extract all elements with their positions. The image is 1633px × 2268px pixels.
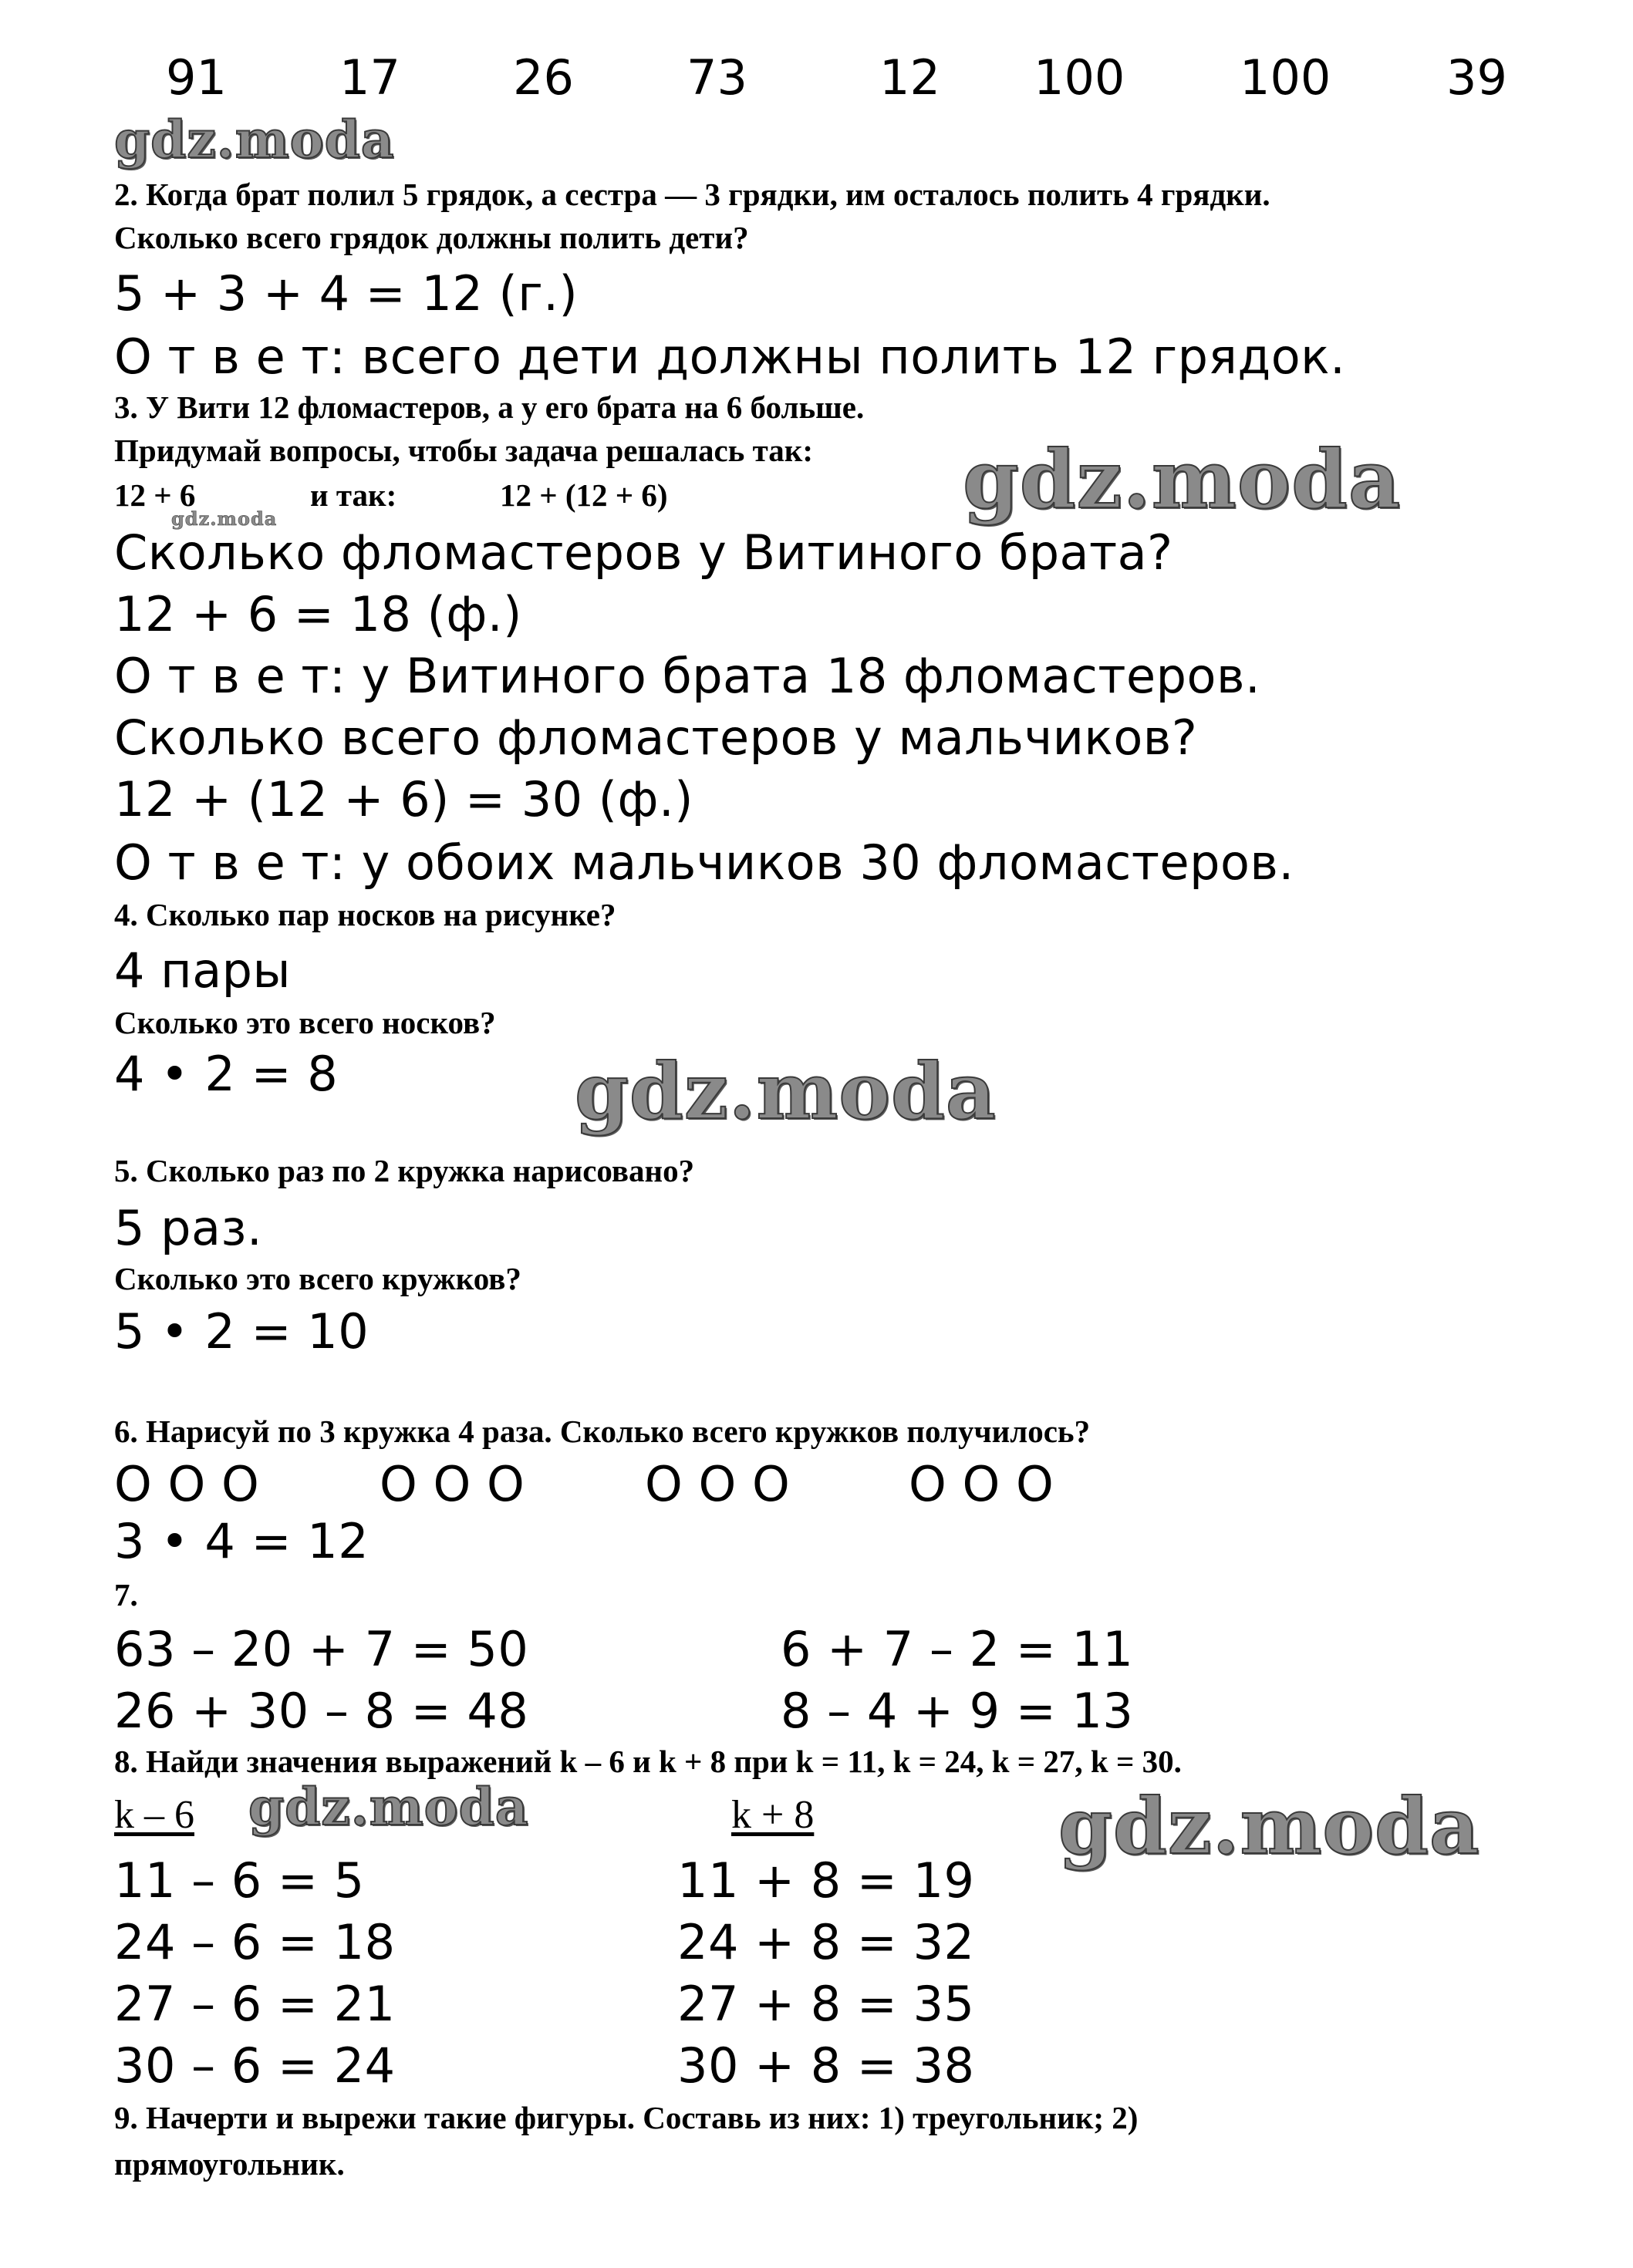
top-number: 91 — [166, 49, 227, 106]
task4-question: 4. Сколько пар носков на рисунке? — [114, 897, 616, 932]
task3-question-answer: Сколько фломастеров у Витиного брата? — [114, 524, 1173, 581]
task3-solution: 12 + (12 + 6) = 30 (ф.) — [114, 771, 693, 827]
task3-and: и так: — [310, 477, 397, 513]
watermark-logo: gdz.moda — [963, 432, 1402, 527]
watermark-logo: gdz.moda — [114, 110, 395, 170]
task3-question: Придумай вопросы, чтобы задача решалась так: — [114, 433, 813, 468]
task2-answer: О т в е т: всего дети должны полить 12 грядок. — [114, 329, 1346, 385]
task2-question: Сколько всего грядок должны полить дети? — [114, 220, 749, 255]
watermark-logo: gdz.moda — [248, 1777, 529, 1837]
task8-expression: 27 – 6 = 21 — [114, 1976, 396, 2032]
task9-question: прямоугольник. — [114, 2146, 345, 2182]
watermark-logo: gdz.moda — [575, 1046, 997, 1137]
task8-expression: 24 + 8 = 32 — [677, 1914, 975, 1970]
task8-expression: 30 + 8 = 38 — [677, 2037, 975, 2094]
top-number: 12 — [879, 49, 940, 106]
task7-expression: 26 + 30 – 8 = 48 — [114, 1683, 529, 1739]
task3-solution: 12 + 6 = 18 (ф.) — [114, 586, 522, 642]
task8-expression: 30 – 6 = 24 — [114, 2037, 396, 2094]
watermark-logo: gdz.moda — [171, 507, 278, 530]
top-number: 39 — [1446, 49, 1507, 106]
task7-label: 7. — [114, 1577, 138, 1613]
task3-answer: О т в е т: у обоих мальчиков 30 фломастеров. — [114, 834, 1294, 891]
task3-question: 3. У Вити 12 фломастеров, а у его брата на 6 больше. — [114, 389, 865, 425]
top-number: 73 — [687, 49, 747, 106]
task3-expr: 12 + (12 + 6) — [500, 477, 668, 513]
task2-question: 2. Когда брат полил 5 грядок, а сестра — 3 грядки, им осталось полить 4 грядки. — [114, 177, 1270, 212]
task8-column-header: k – 6 — [114, 1793, 194, 1837]
task4-answer: 4 • 2 = 8 — [114, 1046, 339, 1102]
task8-question: 8. Найди значения выражений k – 6 и k + 8 при k = 11, k = 24, k = 27, k = 30. — [114, 1744, 1182, 1779]
top-number: 100 — [1034, 49, 1125, 106]
task3-answer: О т в е т: у Витиного брата 18 фломастеров. — [114, 648, 1261, 704]
task7-expression: 8 – 4 + 9 = 13 — [781, 1683, 1134, 1739]
task6-question: 6. Нарисуй по 3 кружка 4 раза. Сколько всего кружков получилось? — [114, 1414, 1091, 1449]
watermark-logo: gdz.moda — [1058, 1781, 1480, 1872]
circle-group: О О О — [114, 1456, 260, 1512]
circle-group: О О О — [909, 1456, 1054, 1512]
task8-column-header: k + 8 — [731, 1793, 815, 1837]
task4-answer: 4 пары — [114, 942, 291, 999]
task3-question-answer: Сколько всего фломастеров у мальчиков? — [114, 709, 1198, 766]
top-number: 17 — [339, 49, 400, 106]
task5-question: 5. Сколько раз по 2 кружка нарисовано? — [114, 1153, 695, 1188]
top-number: 100 — [1240, 49, 1331, 106]
task5-answer: 5 раз. — [114, 1200, 263, 1256]
task7-expression: 63 – 20 + 7 = 50 — [114, 1621, 529, 1677]
task8-expression: 24 – 6 = 18 — [114, 1914, 396, 1970]
task2-solution: 5 + 3 + 4 = 12 (г.) — [114, 265, 579, 322]
task4-question: Сколько это всего носков? — [114, 1005, 496, 1040]
task6-answer: 3 • 4 = 12 — [114, 1513, 369, 1569]
task5-answer: 5 • 2 = 10 — [114, 1303, 369, 1360]
task5-question: Сколько это всего кружков? — [114, 1261, 521, 1296]
task8-expression: 11 + 8 = 19 — [677, 1852, 975, 1909]
task8-expression: 27 + 8 = 35 — [677, 1976, 975, 2032]
task7-expression: 6 + 7 – 2 = 11 — [781, 1621, 1134, 1677]
top-number: 26 — [513, 49, 574, 106]
task8-expression: 11 – 6 = 5 — [114, 1852, 365, 1909]
circle-group: О О О — [380, 1456, 525, 1512]
task3-expr: 12 + 6 — [114, 477, 196, 513]
circle-group: О О О — [645, 1456, 791, 1512]
task9-question: 9. Начерти и вырежи такие фигуры. Составь из них: 1) треугольник; 2) — [114, 2100, 1139, 2135]
